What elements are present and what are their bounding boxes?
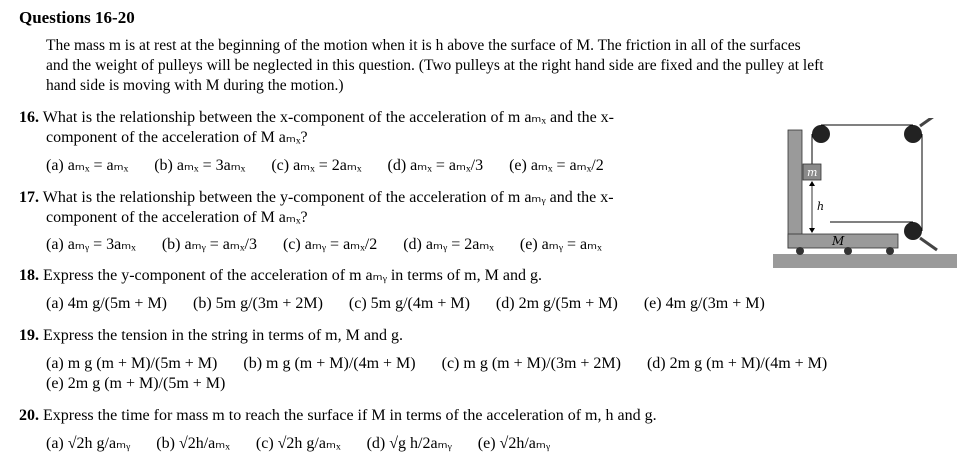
- question-16-options: [46, 156, 626, 176]
- question-20-options: [46, 434, 572, 454]
- option-b[interactable]: (b) aₘₓ = 3aₘₓ: [154, 157, 246, 174]
- ground-surface: [773, 254, 957, 268]
- option-d[interactable]: (d) 2m g/(5m + M): [495, 295, 618, 312]
- mass-label: m: [807, 166, 818, 179]
- arrow-down-icon: [809, 228, 815, 233]
- option-d[interactable]: (d) aₘₓ = aₘₓ/3: [387, 157, 484, 174]
- intro-line-2: and the weight of pulleys will be neglected in this question. (Two pulleys at the right hand side are fixed and the pulley at left: [46, 57, 824, 74]
- question-text: Express the time for mass m to reach the surface if M in terms of the acceleration of m, h and g.: [43, 407, 657, 424]
- intro-line-3: hand side is moving with M during the motion.): [46, 77, 344, 94]
- option-d[interactable]: (d) aₘᵧ = 2aₘₓ: [403, 236, 494, 253]
- pulley-diagram: [770, 118, 960, 273]
- question-number: 16.: [19, 109, 39, 126]
- height-label: h: [817, 200, 825, 213]
- option-c[interactable]: (c) aₘᵧ = aₘₓ/2: [282, 236, 378, 253]
- option-e[interactable]: (e) aₘᵧ = aₘₓ: [519, 236, 602, 253]
- fixed-pulley-bottom-icon: [904, 222, 922, 240]
- question-number: 17.: [19, 189, 39, 206]
- option-c[interactable]: (c) m g (m + M)/(3m + 2M): [441, 355, 621, 372]
- pulley-mount: [920, 238, 937, 250]
- wheel-icon: [886, 247, 894, 255]
- option-b[interactable]: (b) aₘᵧ = aₘₓ/3: [161, 236, 257, 253]
- question-19-options: [46, 354, 849, 374]
- question-number: 20.: [19, 407, 39, 424]
- question-20: [19, 406, 657, 426]
- question-17: [19, 188, 614, 208]
- option-c[interactable]: (c) 5m g/(4m + M): [348, 295, 470, 312]
- wheel-icon: [796, 247, 804, 255]
- option-d[interactable]: (d) √g h/2aₘᵧ: [366, 435, 452, 452]
- option-e[interactable]: (e) 2m g (m + M)/(5m + M): [46, 375, 226, 392]
- question-number: 18.: [19, 267, 39, 284]
- block-M-wall: [788, 130, 802, 248]
- question-18-options: [46, 294, 787, 314]
- question-16-line-2: component of the acceleration of M aₘₓ?: [46, 129, 308, 146]
- question-text: What is the relationship between the y-component of the acceleration of m aₘᵧ and the x-: [42, 189, 614, 206]
- question-text: Express the tension in the string in terms of m, M and g.: [43, 327, 403, 344]
- option-a[interactable]: (a) aₘᵧ = 3aₘₓ: [46, 236, 136, 253]
- question-number: 19.: [19, 327, 39, 344]
- pulley-mount: [920, 118, 937, 126]
- question-17-options: [46, 235, 624, 255]
- fixed-pulley-top-icon: [904, 125, 922, 143]
- option-c[interactable]: (c) √2h g/aₘₓ: [255, 435, 341, 452]
- option-b[interactable]: (b) 5m g/(3m + 2M): [193, 295, 323, 312]
- moving-pulley-icon: [812, 125, 830, 143]
- question-18: [19, 266, 542, 286]
- question-text: What is the relationship between the x-component of the acceleration of m aₘₓ and the x-: [42, 109, 615, 126]
- question-16: [19, 108, 614, 128]
- option-e[interactable]: (e) √2h/aₘᵧ: [477, 435, 551, 452]
- option-a[interactable]: (a) m g (m + M)/(5m + M): [46, 355, 218, 372]
- question-19-options-2: [46, 374, 247, 394]
- section-header: Questions 16-20: [19, 8, 135, 27]
- question-19: [19, 326, 403, 346]
- intro-line-1: The mass m is at rest at the beginning of the motion when it is h above the surface of M. The friction in all of the surfaces: [46, 37, 801, 54]
- option-c[interactable]: (c) aₘₓ = 2aₘₓ: [271, 157, 362, 174]
- option-a[interactable]: (a) 4m g/(5m + M): [46, 295, 167, 312]
- option-d[interactable]: (d) 2m g (m + M)/(4m + M): [646, 355, 828, 372]
- wheel-icon: [844, 247, 852, 255]
- option-b[interactable]: (b) m g (m + M)/(4m + M): [243, 355, 416, 372]
- option-e[interactable]: (e) aₘₓ = aₘₓ/2: [509, 157, 604, 174]
- option-e[interactable]: (e) 4m g/(3m + M): [643, 295, 765, 312]
- body-label: M: [832, 234, 845, 248]
- question-17-line-2: component of the acceleration of M aₘₓ?: [46, 209, 308, 226]
- option-b[interactable]: (b) √2h/aₘₓ: [156, 435, 230, 452]
- arrow-up-icon: [809, 181, 815, 186]
- option-a[interactable]: (a) aₘₓ = aₘₓ: [46, 157, 129, 174]
- option-a[interactable]: (a) √2h g/aₘᵧ: [46, 435, 131, 452]
- question-text: Express the y-component of the acceleration of m aₘᵧ in terms of m, M and g.: [43, 267, 542, 284]
